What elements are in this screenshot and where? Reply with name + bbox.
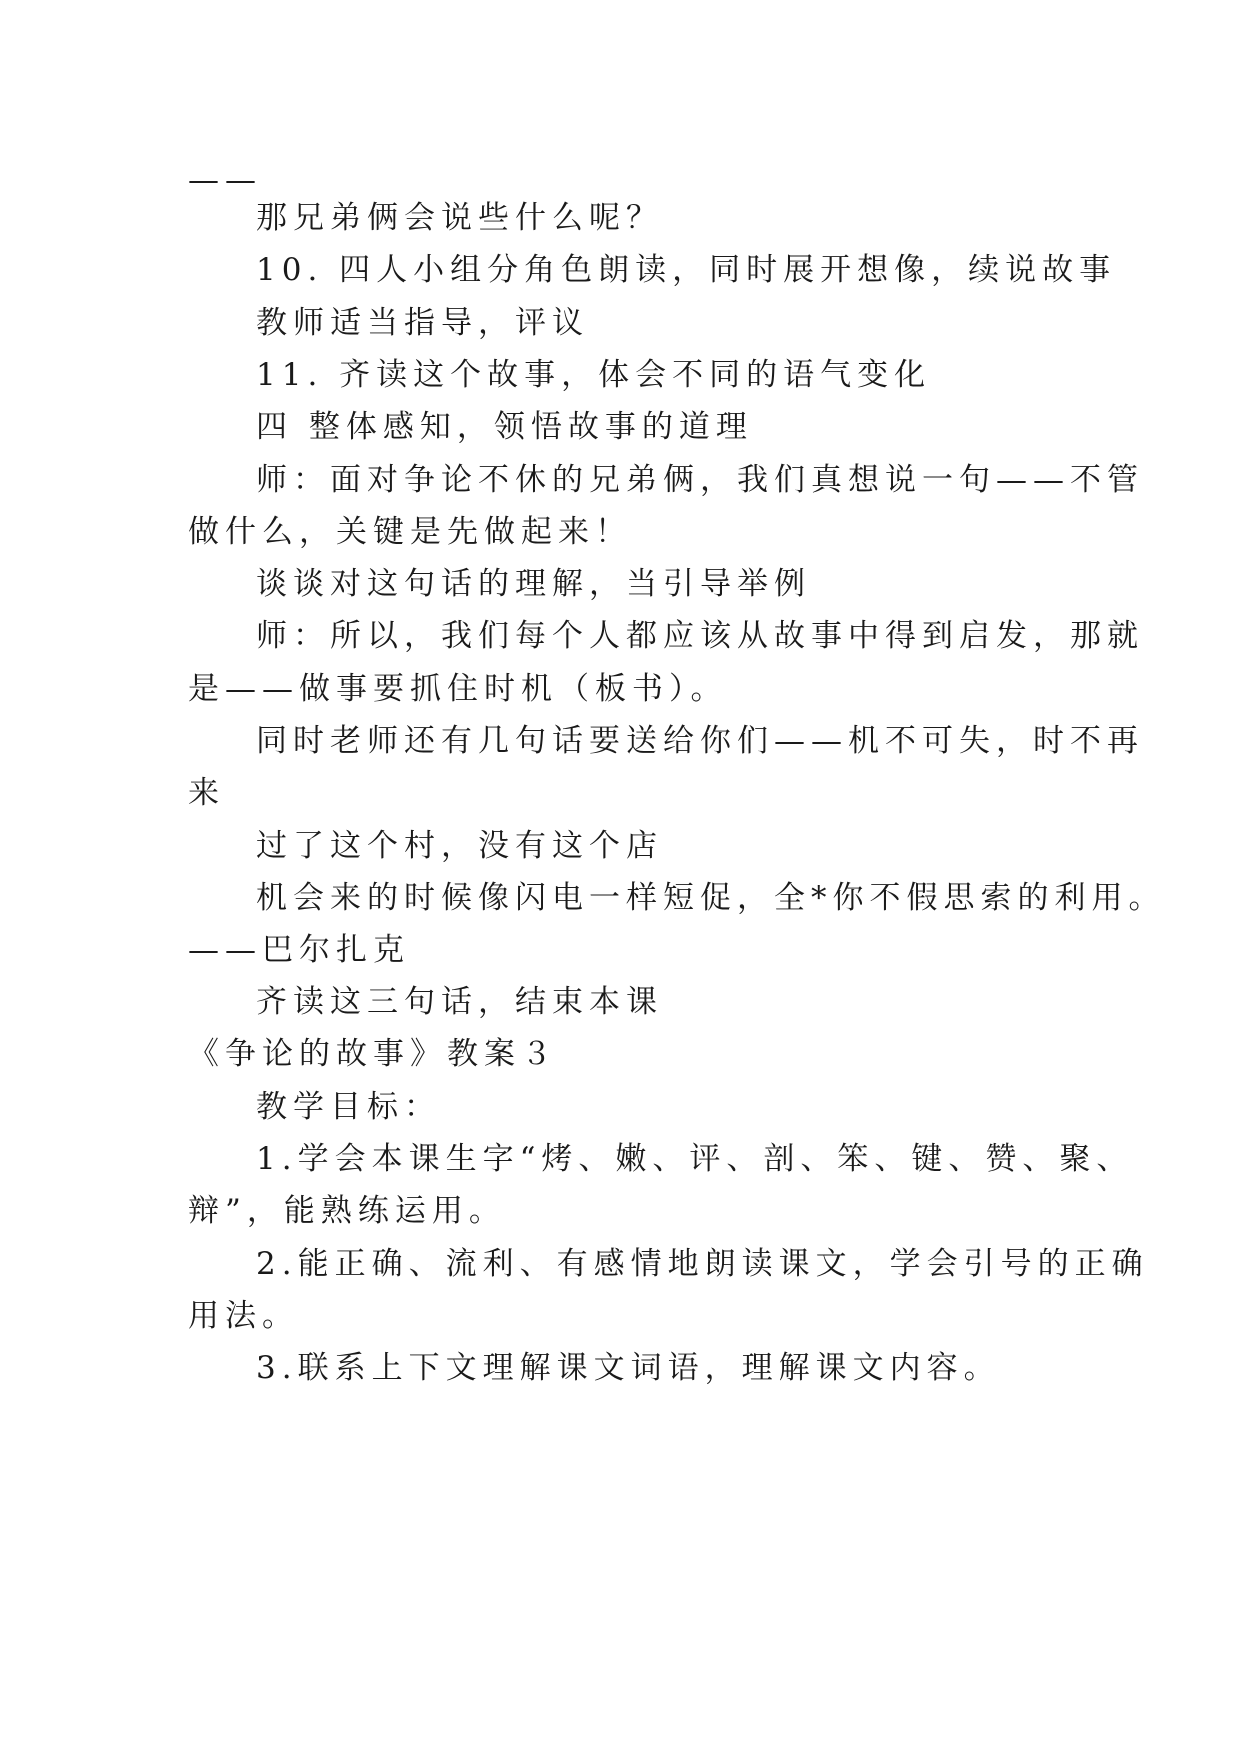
text-line: 过了这个村，没有这个店 bbox=[256, 828, 663, 864]
text-line: ——巴尔扎克 bbox=[188, 932, 410, 968]
objective-item: 2.能正确、流利、有感情地朗读课文，学会引号的正确 bbox=[256, 1246, 1149, 1282]
objective-item: 1.学会本课生字“烤、嫩、评、剖、笨、键、赞、聚、 bbox=[256, 1141, 1134, 1177]
text-line: 机会来的时候像闪电一样短促，全*你不假思索的利用。 bbox=[256, 880, 1166, 916]
objective-item: 3.联系上下文理解课文词语，理解课文内容。 bbox=[256, 1350, 1001, 1386]
text-line: 10. 四人小组分角色朗读，同时展开想像，续说故事 bbox=[256, 252, 1117, 288]
text-line: 师：所以，我们每个人都应该从故事中得到启发，那就 bbox=[256, 618, 1144, 654]
section-heading: 教学目标： bbox=[256, 1089, 441, 1125]
text-line: 师：面对争论不休的兄弟俩，我们真想说一句——不管 bbox=[256, 462, 1144, 498]
text-line: 11. 齐读这个故事，体会不同的语气变化 bbox=[256, 357, 932, 393]
text-line: 来 bbox=[188, 775, 225, 811]
text-line: 齐读这三句话，结束本课 bbox=[256, 984, 663, 1020]
text-line: 是——做事要抓住时机（板书）。 bbox=[188, 671, 728, 707]
text-line: 教师适当指导，评议 bbox=[256, 305, 589, 341]
section-heading: 四 整体感知，领悟故事的道理 bbox=[256, 409, 753, 445]
text-line: 做什么，关键是先做起来！ bbox=[188, 514, 632, 550]
text-line: —— bbox=[188, 162, 262, 198]
text-line: 那兄弟俩会说些什么呢？ bbox=[256, 200, 663, 236]
text-line: 谈谈对这句话的理解，当引导举例 bbox=[256, 566, 811, 602]
text-line: 辩”，能熟练运用。 bbox=[188, 1193, 506, 1229]
text-line: 同时老师还有几句话要送给你们——机不可失，时不再 bbox=[256, 723, 1144, 759]
lesson-title: 《争论的故事》教案３ bbox=[188, 1036, 558, 1072]
text-line: 用法。 bbox=[188, 1298, 299, 1334]
